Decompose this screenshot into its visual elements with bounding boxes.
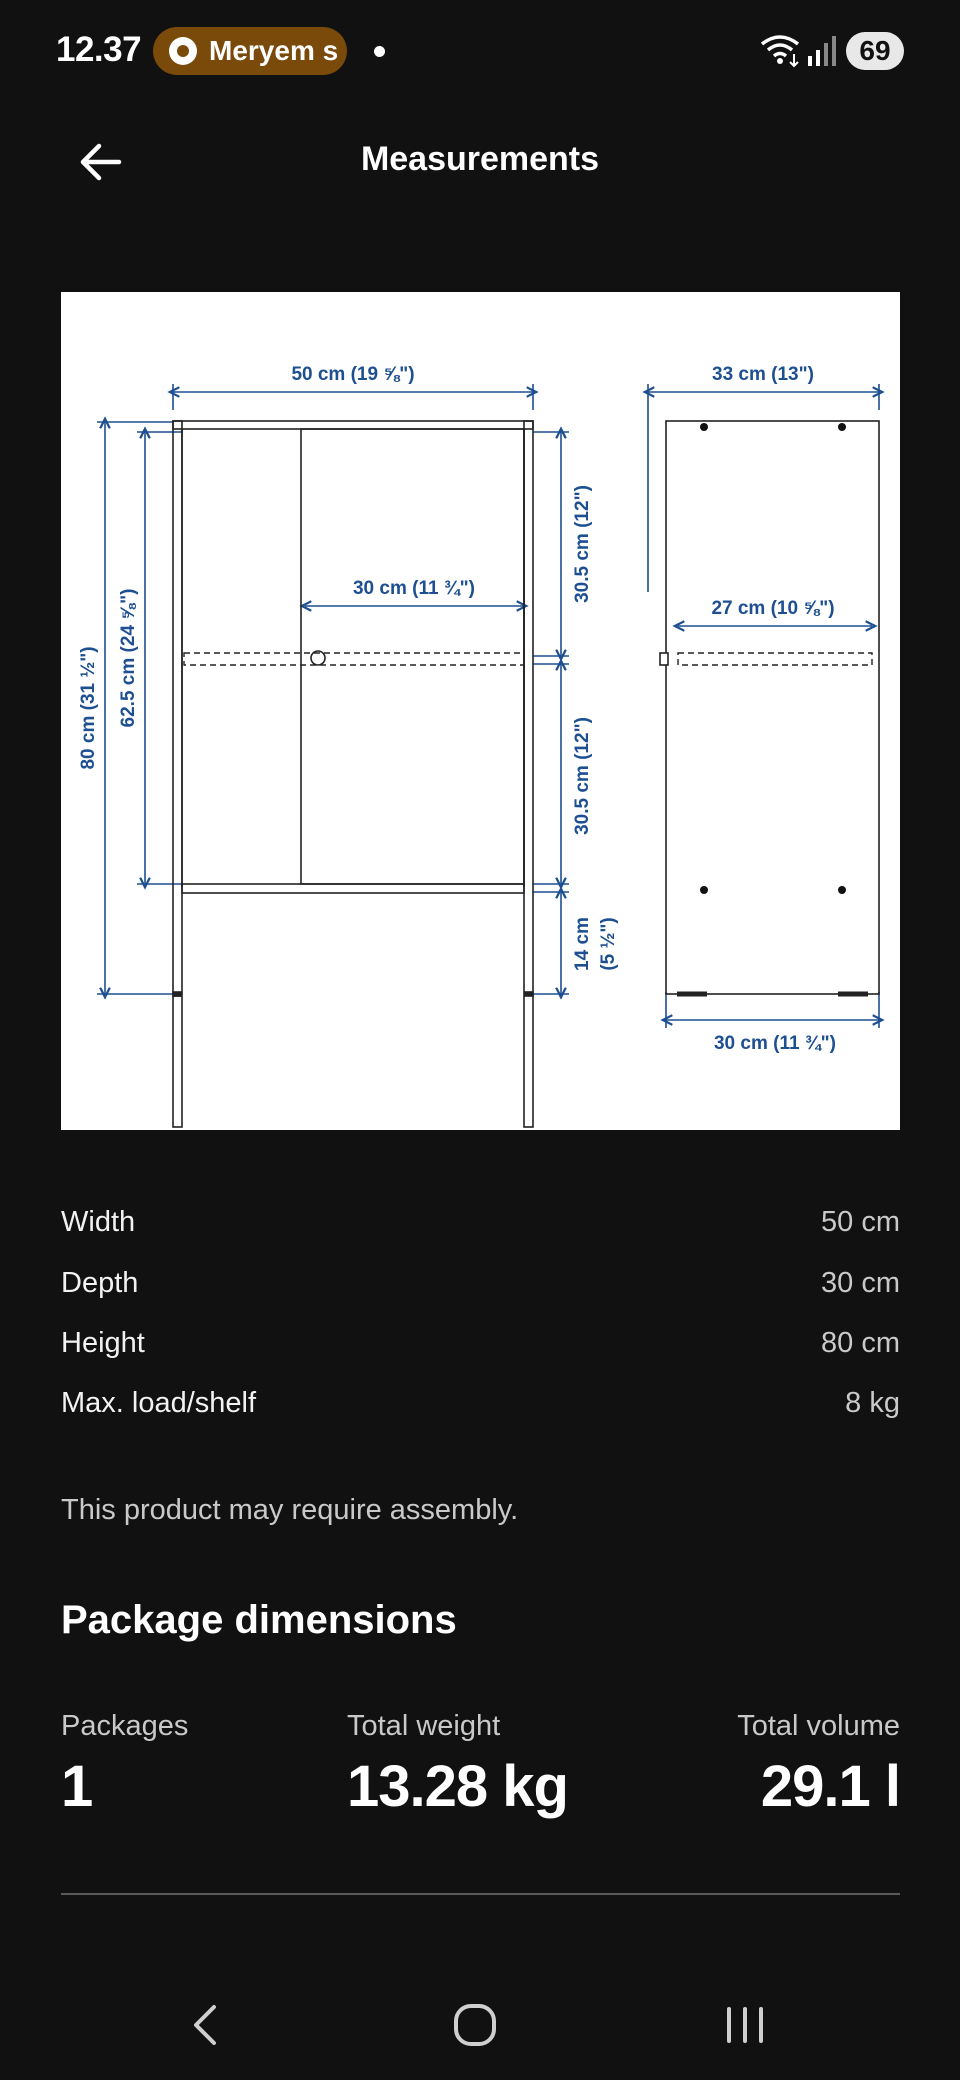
dim-width-top: 50 cm (19 ⅝") <box>291 364 415 385</box>
total-volume-value: 29.1 l <box>760 1754 900 1819</box>
page-title: Measurements <box>360 140 600 178</box>
dim-height-total: 80 cm (31 ½") <box>78 646 99 770</box>
signal-icon <box>804 32 838 68</box>
notification-pill[interactable] <box>153 27 347 75</box>
dim-lower-compartment: 30.5 cm (12") <box>572 717 593 835</box>
dim-inner-width: 30 cm (11 ¾") <box>352 578 476 599</box>
dim-depth-top: 33 cm (13") <box>712 364 814 385</box>
spec-row-max-load <box>61 1383 900 1423</box>
recents-icon <box>723 2005 767 2045</box>
record-icon <box>169 37 197 65</box>
total-weight-stat <box>347 1710 568 1820</box>
total-volume-stat <box>737 1710 900 1820</box>
spec-label: Depth <box>61 1266 139 1299</box>
dim-height-inner: 62.5 cm (24 ⅝") <box>118 588 139 728</box>
dim-leg-height-in: (5 ½") <box>598 917 619 971</box>
spec-row-depth <box>61 1263 900 1303</box>
dim-upper-compartment: 30.5 cm (12") <box>572 485 593 603</box>
packages-value: 1 <box>61 1754 93 1819</box>
notification-label: Meryem s <box>209 35 339 66</box>
spec-row-width <box>61 1202 900 1242</box>
wifi-icon <box>760 32 804 68</box>
measurement-diagram <box>61 292 900 1130</box>
packages-stat <box>61 1710 188 1820</box>
chevron-left-icon <box>190 2003 220 2047</box>
spec-value: 50 cm <box>821 1205 900 1238</box>
package-dimensions-heading: Package dimensions <box>61 1598 457 1642</box>
nav-home-button[interactable] <box>440 1990 510 2060</box>
spec-row-height <box>61 1323 900 1363</box>
packages-label: Packages <box>61 1710 189 1742</box>
nav-back-button[interactable] <box>170 1990 240 2060</box>
total-weight-value: 13.28 kg <box>347 1754 568 1819</box>
dim-inner-depth: 27 cm (10 ⅝") <box>711 598 835 619</box>
spec-label: Max. load/shelf <box>61 1386 257 1419</box>
notification-dot-icon <box>374 46 385 57</box>
total-weight-label: Total weight <box>347 1710 501 1742</box>
nav-recents-button[interactable] <box>710 1990 780 2060</box>
total-volume-label: Total volume <box>737 1710 900 1742</box>
battery-indicator: 69 <box>846 32 904 70</box>
spec-value: 8 kg <box>845 1386 900 1419</box>
spec-value: 30 cm <box>821 1266 900 1299</box>
dim-leg-height-cm: 14 cm <box>572 917 593 971</box>
spec-label: Width <box>61 1205 136 1238</box>
status-time: 12.37 <box>56 30 142 69</box>
status-bar <box>0 0 960 100</box>
home-icon <box>452 2002 498 2048</box>
measurement-drawing <box>61 292 900 1130</box>
assembly-note: This product may require assembly. <box>61 1494 519 1526</box>
spec-label: Height <box>61 1326 145 1359</box>
spec-value: 80 cm <box>821 1326 900 1359</box>
divider <box>61 1893 900 1895</box>
dim-depth-bottom: 30 cm (11 ¾") <box>713 1033 837 1054</box>
